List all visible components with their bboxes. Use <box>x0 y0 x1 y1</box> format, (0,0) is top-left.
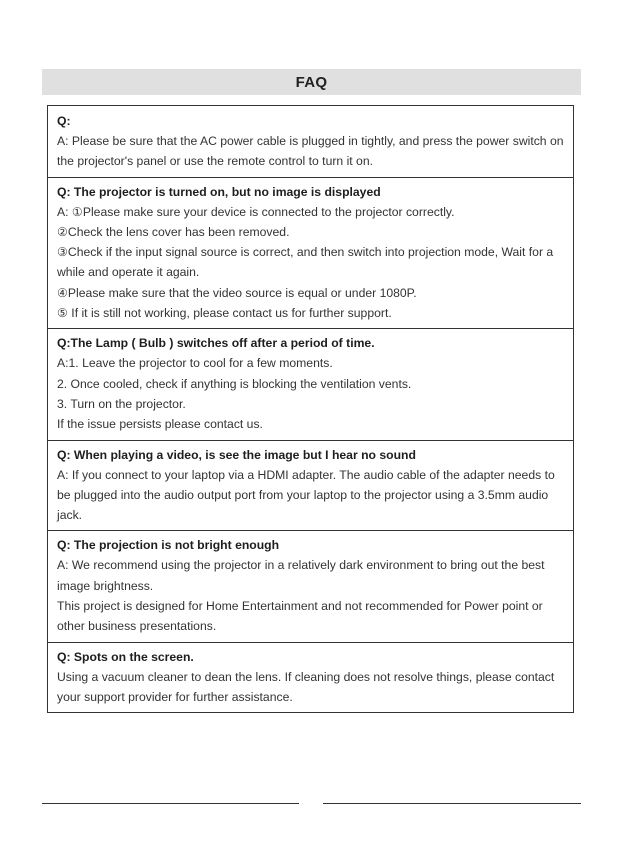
faq-answer: Using a vacuum cleaner to dean the lens. If cleaning does not resolve things, please contact your support provider for further assistance. <box>57 669 555 704</box>
faq-answer: ③Check if the input signal source is correct, and then switch into projection mode, Wait for a while and operate it again. <box>57 245 554 280</box>
faq-question: Q: The projection is not bright enough <box>57 538 280 553</box>
faq-answer: 3. Turn on the projector. <box>57 396 186 411</box>
footer-divider-left <box>42 803 299 804</box>
faq-answer: A:1. Leave the projector to cool for a few moments. <box>57 356 333 371</box>
faq-header-bar <box>42 69 581 95</box>
faq-answer: A: Please be sure that the AC power cable is plugged in tightly, and press the power switch on the projector's panel or use the remote control to turn it on. <box>57 134 564 169</box>
faq-answer: ⑤ If it is still not working, please contact us for further support. <box>57 306 392 321</box>
faq-answer: This project is designed for Home Entertainment and not recommended for Power point or other business presentations. <box>57 599 543 634</box>
faq-answer: A: We recommend using the projector in a relatively dark environment to bring out the best image brightness. <box>57 558 545 593</box>
faq-question: Q: The projector is turned on, but no image is displayed <box>57 184 381 199</box>
faq-question: Q: When playing a video, is see the image but I hear no sound <box>57 447 416 462</box>
faq-answer: A: If you connect to your laptop via a HDMI adapter. The audio cable of the adapter needs to be plugged into the audio output port from your laptop to the projector using a 3.5mm audio jack. <box>57 467 555 523</box>
faq-section-lamp <box>48 328 573 439</box>
faq-section-no-sound <box>48 440 573 531</box>
faq-answer: 2. Once cooled, check if anything is blocking the ventilation vents. <box>57 376 412 391</box>
faq-answer: ④Please make sure that the video source is equal or under 1080P. <box>57 285 417 300</box>
faq-question: Q: <box>57 114 71 128</box>
faq-table <box>47 105 574 713</box>
faq-section-brightness <box>48 530 573 641</box>
faq-section-spots <box>48 642 573 713</box>
faq-section-power <box>48 106 573 177</box>
footer-divider-right <box>323 803 581 804</box>
faq-answer: If the issue persists please contact us. <box>57 417 263 432</box>
faq-question: Q:The Lamp ( Bulb ) switches off after a period of time. <box>57 336 375 351</box>
faq-answer: A: ①Please make sure your device is connected to the projector correctly. <box>57 204 455 219</box>
faq-answer: ②Check the lens cover has been removed. <box>57 224 290 239</box>
faq-section-no-image <box>48 177 573 329</box>
faq-question: Q: Spots on the screen. <box>57 649 194 664</box>
page-title: FAQ <box>295 73 328 91</box>
